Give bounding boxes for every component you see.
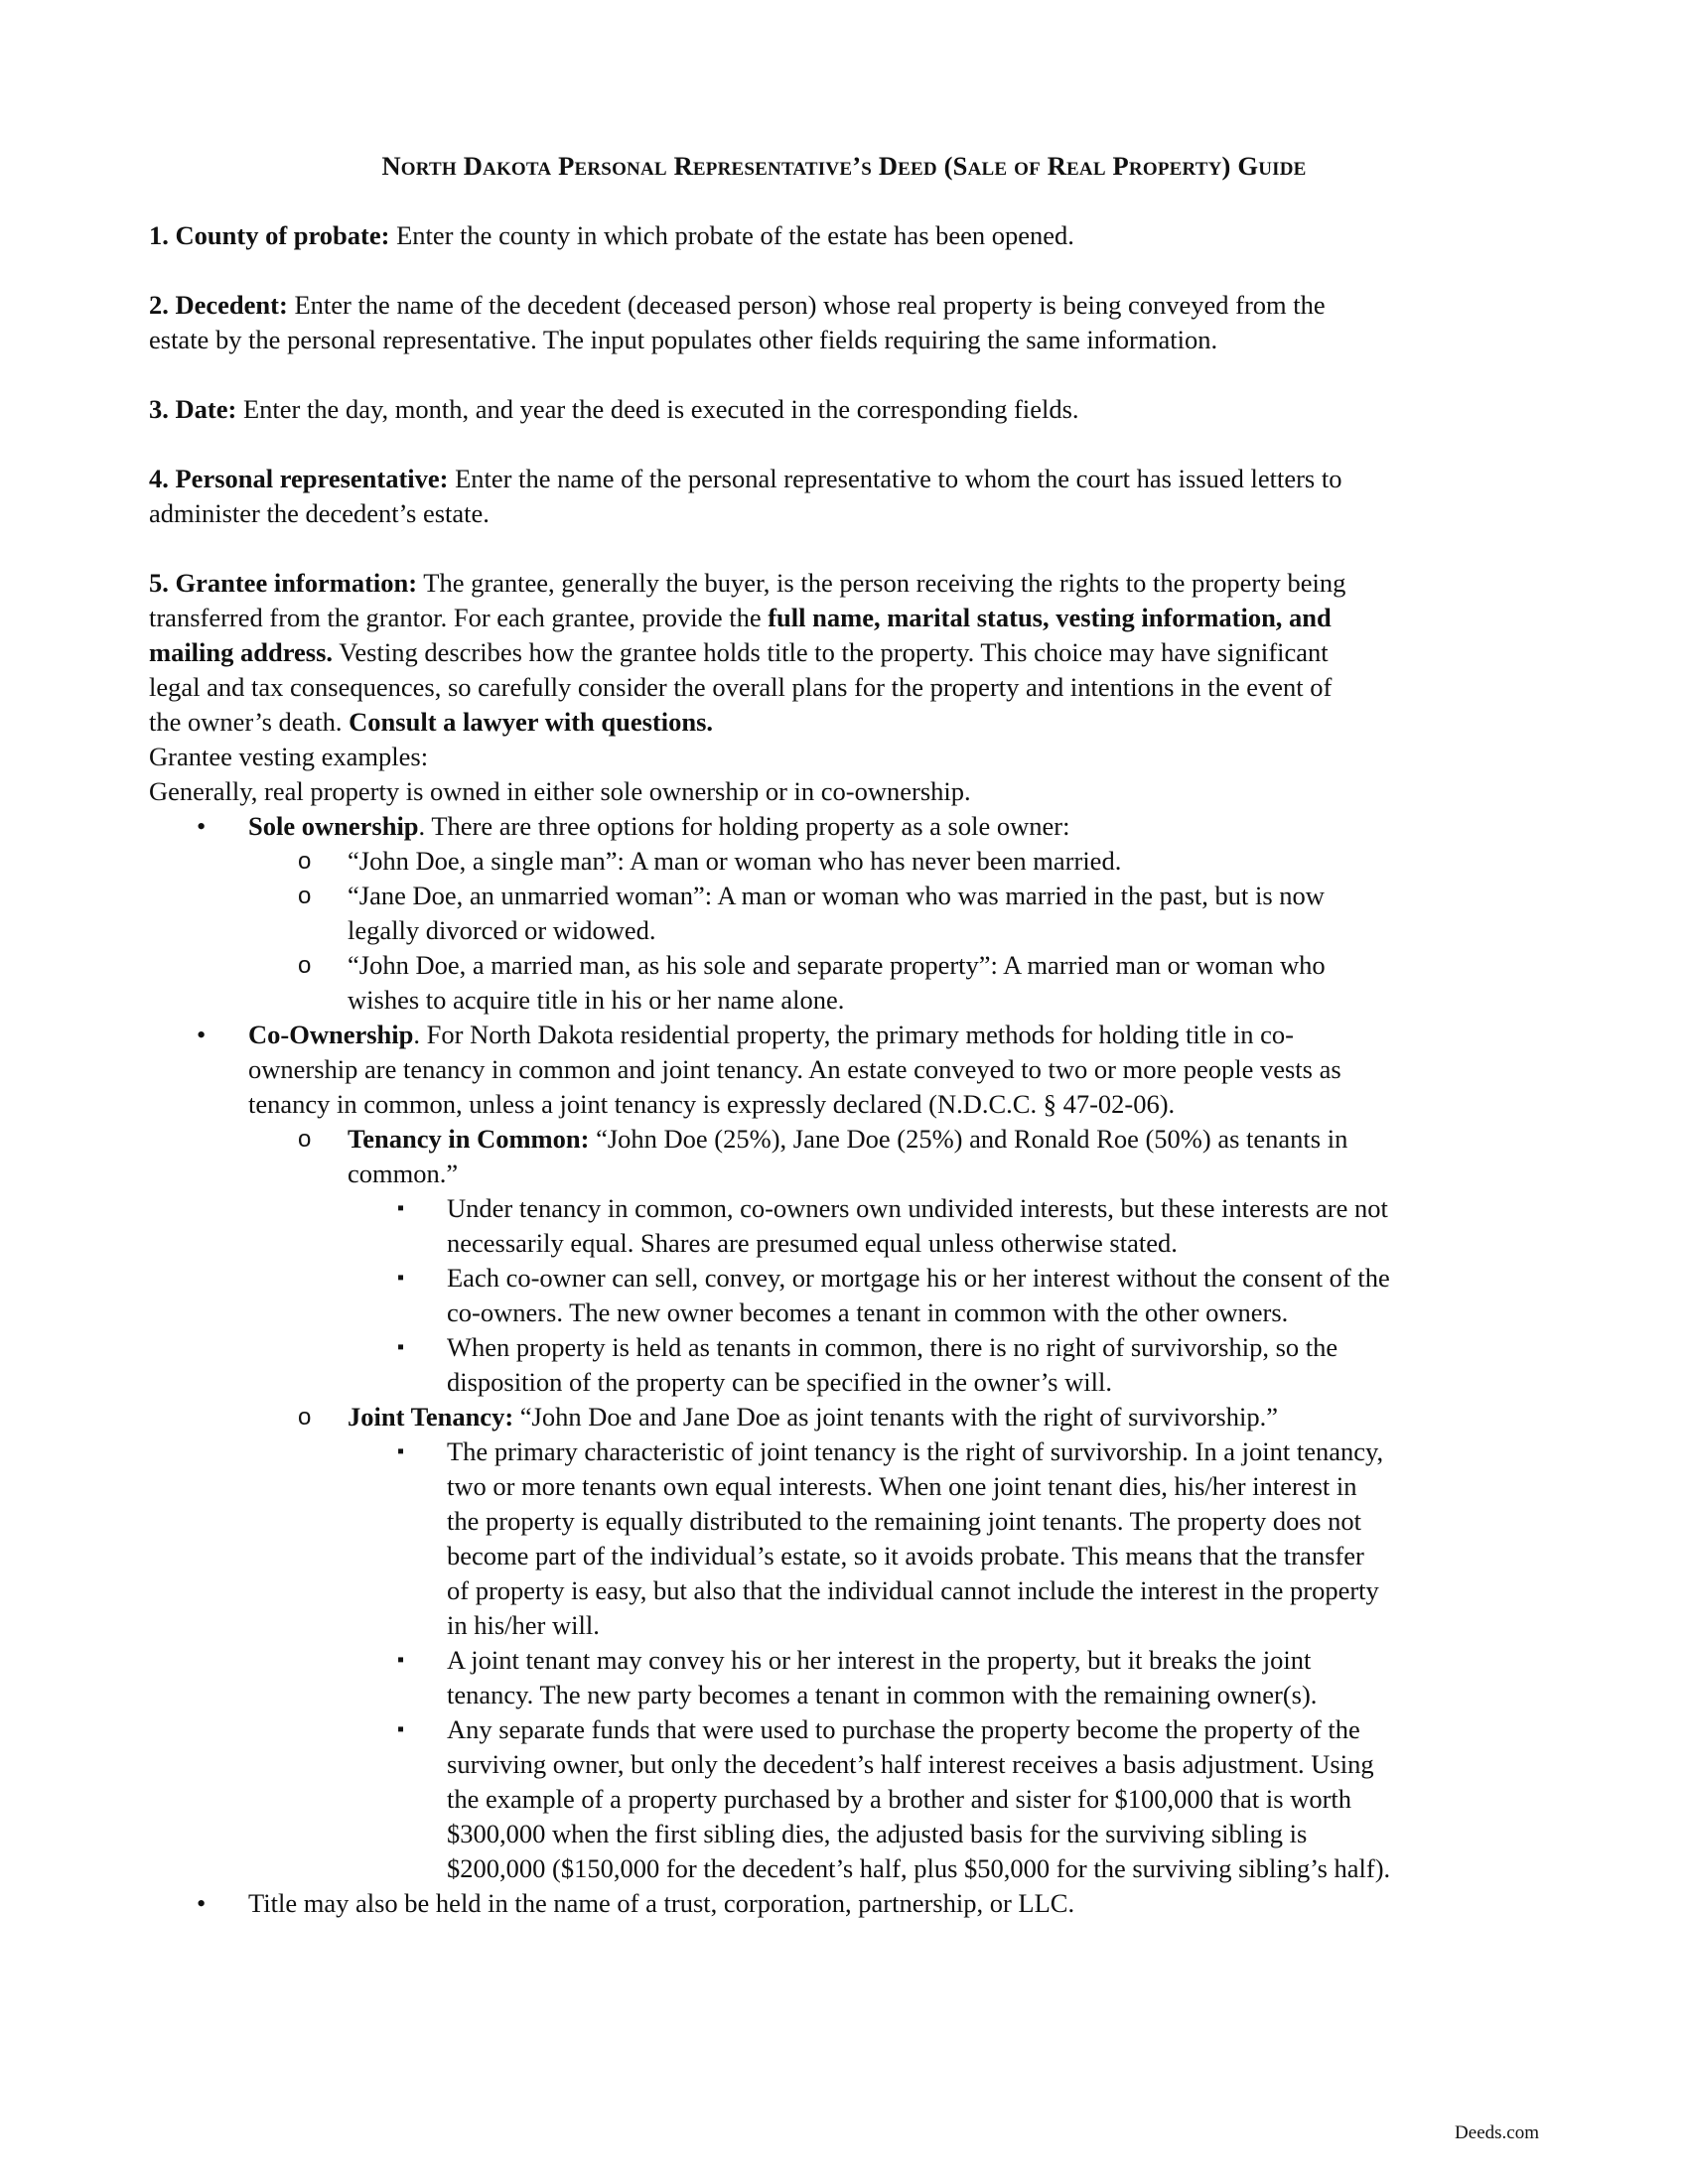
- tic-point-text: necessarily equal. Shares are presumed equal unless otherwise stated.: [447, 1228, 1178, 1258]
- jt-point-text: become part of the individual’s estate, so it avoids probate. This means that the transfer: [447, 1541, 1364, 1570]
- section-grantee-information: [149, 566, 1539, 1921]
- tic-point-text: Under tenancy in common, co-owners own undivided interests, but these interests are not: [447, 1193, 1388, 1223]
- square-marker: ▪: [397, 1197, 405, 1219]
- tic-point-text: co-owners. The new owner becomes a tenant in common with the other owners.: [447, 1297, 1289, 1327]
- sole-ownership-text: . There are three options for holding property as a sole owner:: [418, 811, 1070, 841]
- section-county-of-probate: [149, 218, 1539, 253]
- tic-point-text: When property is held as tenants in common, there is no right of survivorship, so the: [447, 1332, 1338, 1362]
- tenancy-in-common-label: Tenancy in Common:: [348, 1124, 590, 1154]
- jt-point-text: $300,000 when the first sibling dies, the adjusted basis for the surviving sibling is: [447, 1819, 1308, 1848]
- bullet-marker: •: [197, 1888, 207, 1918]
- grantee-label: 5. Grantee information:: [149, 568, 418, 598]
- list-item-continuation: [149, 1226, 1539, 1261]
- jt-point-text: Any separate funds that were used to purchase the property become the property of the: [447, 1714, 1360, 1744]
- bullet-marker: •: [197, 811, 207, 841]
- list-item-continuation: [149, 913, 1539, 948]
- date-text: Enter the day, month, and year the deed is executed in the corresponding fields.: [236, 394, 1079, 424]
- jt-point-text: two or more tenants own equal interests. When one joint tenant dies, his/her interest in: [447, 1471, 1357, 1501]
- co-ownership-text: . For North Dakota residential property, the primary methods for holding title in co-: [413, 1020, 1294, 1049]
- list-item-continuation: [149, 1573, 1539, 1608]
- square-marker: ▪: [397, 1649, 405, 1671]
- list-item-continuation: [149, 1087, 1539, 1122]
- tenancy-in-common-text: common.”: [348, 1159, 459, 1188]
- county-label: 1. County of probate:: [149, 220, 390, 250]
- list-item-continuation: [149, 1747, 1539, 1782]
- tenancy-in-common-text: “John Doe (25%), Jane Doe (25%) and Ronald Roe (50%) as tenants in: [589, 1124, 1348, 1154]
- joint-tenancy-label: Joint Tenancy:: [348, 1402, 514, 1432]
- grantee-text-line: The grantee, generally the buyer, is the person receiving the rights to the property being: [417, 568, 1346, 598]
- list-item-continuation: [149, 1052, 1539, 1087]
- sole-ownership-label: Sole ownership: [248, 811, 419, 841]
- list-item-jt-point: [149, 1434, 1539, 1469]
- list-item-continuation: [149, 1782, 1539, 1817]
- list-item-continuation: [149, 1296, 1539, 1330]
- sole-option-text: “John Doe, a single man”: A man or woman who has never been married.: [348, 846, 1122, 876]
- sole-option-text: “Jane Doe, an unmarried woman”: A man or woman who was married in the past, but is now: [348, 881, 1325, 910]
- list-item-continuation: [149, 1504, 1539, 1539]
- section-date: [149, 392, 1539, 427]
- grantee-text-line: transferred from the grantor. For each grantee, provide the: [149, 603, 769, 632]
- list-item-married-man: [149, 948, 1539, 983]
- list-item-joint-tenancy: [149, 1400, 1539, 1434]
- vesting-intro: Generally, real property is owned in either sole ownership or in co-ownership.: [149, 776, 971, 806]
- jt-point-text: of property is easy, but also that the individual cannot include the interest in the property: [447, 1575, 1379, 1605]
- list-item-trust: [149, 1886, 1539, 1921]
- list-item-continuation: [149, 1817, 1539, 1851]
- decedent-text-line: estate by the personal representative. The input populates other fields requiring the same information.: [149, 325, 1218, 354]
- tic-point-text: Each co-owner can sell, convey, or mortgage his or her interest without the consent of the: [447, 1263, 1390, 1293]
- list-item-co-ownership: [149, 1018, 1539, 1052]
- footer-brand: Deeds.com: [1455, 2122, 1539, 2143]
- document-title: North Dakota Personal Representative’s Deed (Sale of Real Property) Guide: [381, 151, 1307, 181]
- list-item-unmarried-woman: [149, 879, 1539, 913]
- co-ownership-text: tenancy in common, unless a joint tenancy is expressly declared (N.D.C.C. § 47-02-06).: [248, 1089, 1176, 1119]
- sole-option-text: wishes to acquire title in his or her name alone.: [348, 985, 845, 1015]
- jt-point-text: A joint tenant may convey his or her interest in the property, but it breaks the joint: [447, 1645, 1312, 1675]
- list-item-continuation: [149, 1851, 1539, 1886]
- jt-point-text: the property is equally distributed to the remaining joint tenants. The property does not: [447, 1506, 1361, 1536]
- square-marker: ▪: [397, 1718, 405, 1740]
- county-text: Enter the county in which probate of the estate has been opened.: [389, 220, 1074, 250]
- list-item-continuation: [149, 1678, 1539, 1712]
- bullet-marker: •: [197, 1020, 207, 1049]
- list-item-continuation: [149, 1539, 1539, 1573]
- decedent-label: 2. Decedent:: [149, 290, 288, 320]
- list-item-sole-ownership: [149, 809, 1539, 844]
- list-item-continuation: [149, 983, 1539, 1018]
- vesting-examples-heading: Grantee vesting examples:: [149, 742, 429, 771]
- grantee-required-fields: full name, marital status, vesting information, and: [768, 603, 1332, 632]
- jt-point-text: $200,000 ($150,000 for the decedent’s half, plus $50,000 for the surviving sibling’s half).: [447, 1853, 1391, 1883]
- decedent-text-line: Enter the name of the decedent (deceased person) whose real property is being conveyed from the: [287, 290, 1326, 320]
- consult-lawyer-note: Consult a lawyer with questions.: [349, 707, 714, 737]
- circle-marker: o: [298, 952, 312, 979]
- section-personal-representative: [149, 462, 1539, 531]
- circle-marker: o: [298, 1126, 312, 1153]
- list-item-jt-point: [149, 1712, 1539, 1747]
- square-marker: ▪: [397, 1267, 405, 1289]
- representative-label: 4. Personal representative:: [149, 464, 449, 493]
- grantee-text-line: Vesting describes how the grantee holds title to the property. This choice may have significant: [333, 637, 1329, 667]
- list-item-continuation: [149, 1365, 1539, 1400]
- jt-point-text: tenancy. The new party becomes a tenant in common with the remaining owner(s).: [447, 1680, 1318, 1709]
- list-item-single-man: [149, 844, 1539, 879]
- circle-marker: o: [298, 1404, 312, 1431]
- square-marker: ▪: [397, 1336, 405, 1358]
- trust-text: Title may also be held in the name of a trust, corporation, partnership, or LLC.: [248, 1888, 1075, 1918]
- sole-option-text: legally divorced or widowed.: [348, 915, 656, 945]
- grantee-text-line: the owner’s death.: [149, 707, 350, 737]
- list-item-tic-point: [149, 1330, 1539, 1365]
- list-item-jt-point: [149, 1643, 1539, 1678]
- representative-text-line: Enter the name of the personal representative to whom the court has issued letters to: [448, 464, 1342, 493]
- jt-point-text: surviving owner, but only the decedent’s half interest receives a basis adjustment. Using: [447, 1749, 1374, 1779]
- circle-marker: o: [298, 848, 312, 875]
- joint-tenancy-text: “John Doe and Jane Doe as joint tenants with the right of survivorship.”: [513, 1402, 1278, 1432]
- list-item-tic-point: [149, 1191, 1539, 1226]
- jt-point-text: the example of a property purchased by a brother and sister for $100,000 that is worth: [447, 1784, 1352, 1814]
- list-item-tic-point: [149, 1261, 1539, 1296]
- grantee-text-line: legal and tax consequences, so carefully consider the overall plans for the property and intentions in the event of: [149, 672, 1333, 702]
- square-marker: ▪: [397, 1440, 405, 1462]
- list-item-continuation: [149, 1157, 1539, 1191]
- list-item-continuation: [149, 1608, 1539, 1643]
- jt-point-text: The primary characteristic of joint tenancy is the right of survivorship. In a joint tenancy,: [447, 1436, 1384, 1466]
- grantee-required-fields: mailing address.: [149, 637, 334, 667]
- section-decedent: [149, 288, 1539, 357]
- circle-marker: o: [298, 883, 312, 909]
- jt-point-text: in his/her will.: [447, 1610, 600, 1640]
- representative-text-line: administer the decedent’s estate.: [149, 498, 490, 528]
- list-item-continuation: [149, 1469, 1539, 1504]
- tic-point-text: disposition of the property can be specified in the owner’s will.: [447, 1367, 1112, 1397]
- list-item-tenancy-in-common: [149, 1122, 1539, 1157]
- co-ownership-text: ownership are tenancy in common and joint tenancy. An estate conveyed to two or more people vests as: [248, 1054, 1341, 1084]
- co-ownership-label: Co-Ownership: [248, 1020, 414, 1049]
- sole-option-text: “John Doe, a married man, as his sole and separate property”: A married man or woman who: [348, 950, 1326, 980]
- date-label: 3. Date:: [149, 394, 237, 424]
